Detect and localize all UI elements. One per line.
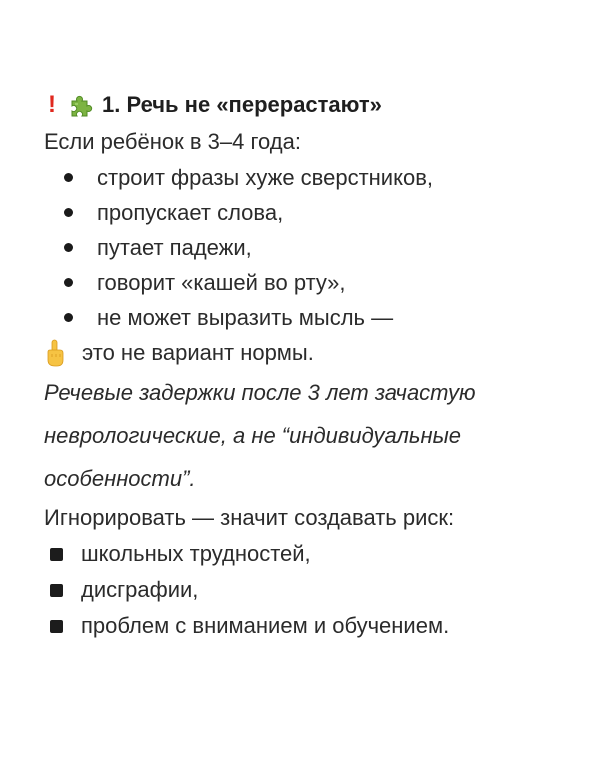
bullet-dot-icon	[64, 278, 73, 287]
conclusion-line	[44, 335, 604, 371]
list-item-text: дисграфии,	[81, 577, 199, 602]
list-item-text: школьных трудностей,	[81, 541, 311, 566]
intro-text: Если ребёнок в 3–4 года:	[44, 129, 301, 154]
list-item-text: проблем с вниманием и обучением.	[81, 613, 450, 638]
list-item	[44, 265, 604, 300]
risks-list	[44, 536, 604, 644]
exclamation-icon: !	[48, 91, 56, 118]
section-heading	[44, 86, 604, 124]
list-item	[44, 160, 604, 195]
list-item-text: путает падежи,	[97, 235, 252, 260]
document-body	[44, 86, 604, 644]
signs-list	[44, 160, 604, 335]
puzzle-icon	[68, 92, 94, 118]
list-item	[44, 195, 604, 230]
list-item	[44, 608, 604, 644]
italic-line: неврологические, а не “индивидуальные	[44, 423, 461, 448]
bullet-dot-icon	[64, 313, 73, 322]
italic-note	[44, 371, 604, 500]
list-item	[44, 300, 604, 335]
black-square-icon	[50, 620, 63, 633]
risk-intro-text: Игнорировать — значит создавать риск:	[44, 505, 455, 530]
pointing-hand-icon	[44, 339, 66, 367]
italic-line: Речевые задержки после 3 лет зачастую	[44, 380, 476, 405]
list-item-text: строит фразы хуже сверстников,	[97, 165, 434, 190]
black-square-icon	[50, 548, 63, 561]
italic-line: особенности”.	[44, 466, 196, 491]
list-item-text: говорит «кашей во рту»,	[97, 270, 346, 295]
heading-text: 1. Речь не «перерастают»	[102, 92, 382, 117]
list-item-text: не может выразить мысль —	[97, 305, 394, 330]
bullet-dot-icon	[64, 243, 73, 252]
list-item-text: пропускает слова,	[97, 200, 284, 225]
list-item	[44, 536, 604, 572]
bullet-dot-icon	[64, 208, 73, 217]
list-item	[44, 230, 604, 265]
bullet-dot-icon	[64, 173, 73, 182]
conclusion-text: это не вариант нормы.	[82, 340, 314, 365]
black-square-icon	[50, 584, 63, 597]
list-item	[44, 572, 604, 608]
